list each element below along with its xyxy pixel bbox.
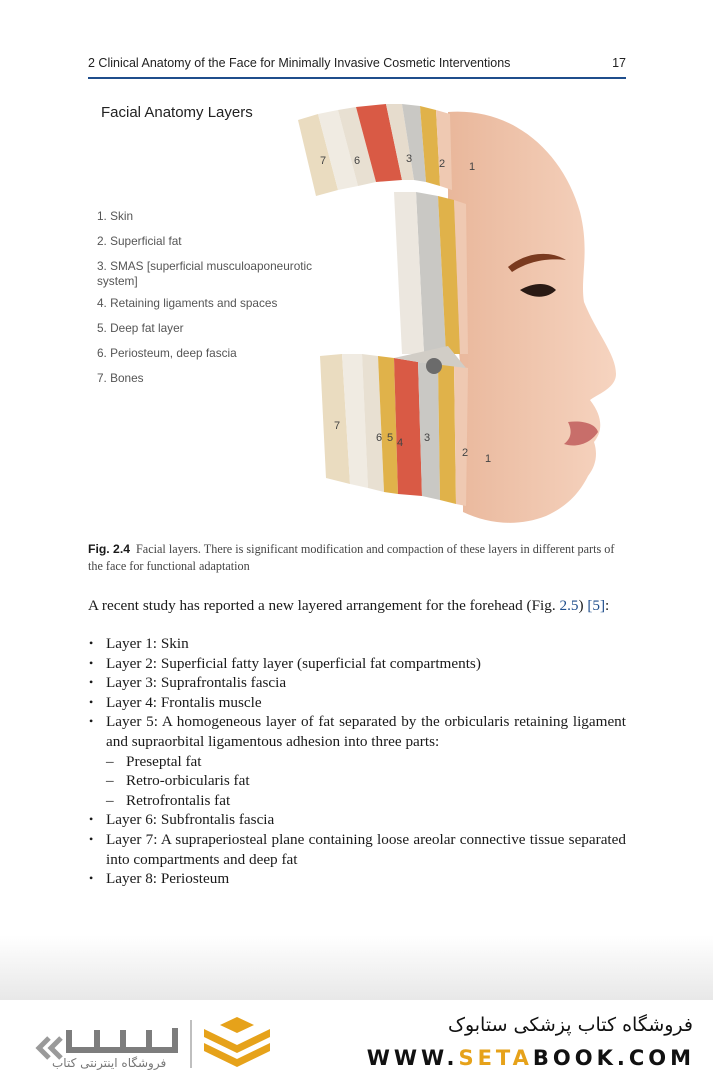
legend-item: 7. Bones <box>97 371 144 385</box>
face-cross-section-illustration <box>298 92 626 532</box>
intro-mid: ) <box>578 597 588 614</box>
figure-caption <box>88 541 626 575</box>
page-shadow <box>0 935 713 1005</box>
lower-label: 6 <box>376 432 383 444</box>
list-item <box>88 810 626 830</box>
store-banner <box>0 1000 713 1080</box>
sublist-item: – Preseptal fat <box>106 752 626 772</box>
layer-text: Layer 1: Skin <box>106 635 189 652</box>
url-highlight: SETA <box>458 1046 533 1070</box>
upper-label: 2 <box>439 158 446 170</box>
lower-label: 5 <box>387 432 394 444</box>
layer-text: Layer 4: Frontalis muscle <box>106 693 262 711</box>
mid-layer-band <box>394 192 468 354</box>
legend-item: 5. Deep fat layer <box>97 321 184 335</box>
forehead-layer-list <box>88 634 626 889</box>
intro-text: A recent study has reported a new layered arrangement for the forehead (Fig. <box>88 597 560 614</box>
page-number: 17 <box>612 56 626 70</box>
list-item <box>88 712 626 810</box>
lower-label: 7 <box>334 420 341 432</box>
upper-label: 7 <box>320 155 327 167</box>
layer-text: Layer 8: Periosteum <box>106 870 230 888</box>
layer-text: Layer 2: Superficial fatty layer (superficial fat compartments) <box>106 654 481 672</box>
url-suffix: BOOK.COM <box>532 1046 695 1070</box>
caption-text: Facial layers. There is significant modification and compaction of these layers in different parts of the face for functional adaptation <box>88 542 615 573</box>
chapter-title: 2 Clinical Anatomy of the Face for Minimally Invasive Cosmetic Interventions <box>88 56 511 70</box>
layer-text: Layer 3: Suprafrontalis fascia <box>106 674 287 692</box>
intro-end: : <box>605 597 610 614</box>
list-item <box>88 673 626 693</box>
running-head <box>88 56 626 78</box>
layer-text: Layer 6: Subfrontalis fascia <box>106 811 275 829</box>
logo-divider <box>190 1020 192 1068</box>
lower-label: 3 <box>424 432 431 444</box>
url-prefix: WWW. <box>366 1046 459 1070</box>
store-url-link[interactable] <box>367 1046 695 1070</box>
lower-label: 4 <box>397 437 404 449</box>
layer5-sublist <box>106 752 626 811</box>
list-item <box>88 654 626 674</box>
upper-label: 1 <box>469 161 476 173</box>
intro-paragraph <box>88 596 628 616</box>
upper-label: 3 <box>406 153 413 165</box>
list-item <box>88 693 626 713</box>
legend-item: 6. Periosteum, deep fascia <box>97 346 237 360</box>
figure-facial-layers <box>88 92 626 532</box>
upper-label: 6 <box>354 155 361 167</box>
legend-item: 3. SMAS [superficial musculoaponeurotic system] <box>97 259 313 288</box>
figure-reference-link[interactable]: 2.5 <box>559 597 579 614</box>
list-item <box>88 830 626 869</box>
citation-link[interactable]: [5] <box>587 597 606 614</box>
face-profile <box>448 112 616 523</box>
layer-text: Layer 7: A supraperiosteal plane containing loose areolar connective tissue separated into compartments and deep fat <box>106 830 626 868</box>
upper-layer-stack <box>298 104 452 196</box>
lower-layer-stack <box>320 346 468 506</box>
lower-label: 2 <box>462 447 469 459</box>
legend-item: 4. Retaining ligaments and spaces <box>97 296 278 310</box>
list-item <box>88 634 626 654</box>
logo-tagline: فروشگاه اینترنتی کتاب <box>52 1056 167 1070</box>
header-rule <box>88 77 626 79</box>
book-emblem-icon <box>200 1015 274 1073</box>
legend-item: 1. Skin <box>97 209 134 223</box>
lower-label: 1 <box>485 453 492 465</box>
list-item <box>88 869 626 889</box>
layer-text: Layer 5: A homogeneous layer of fat separated by the orbicularis retaining ligament and supraorbital ligamentous adhesion into three parts: <box>106 713 626 750</box>
sublist-item: – Retrofrontalis fat <box>106 791 626 811</box>
legend-item: 2. Superficial fat <box>97 234 182 248</box>
sublist-item: – Retro-orbicularis fat <box>106 771 626 791</box>
store-name: فروشگاه کتاب پزشکی ستابوک <box>447 1014 693 1036</box>
caption-label: Fig. 2.4 <box>88 542 130 556</box>
figure-title: Facial Anatomy Layers <box>101 104 253 121</box>
